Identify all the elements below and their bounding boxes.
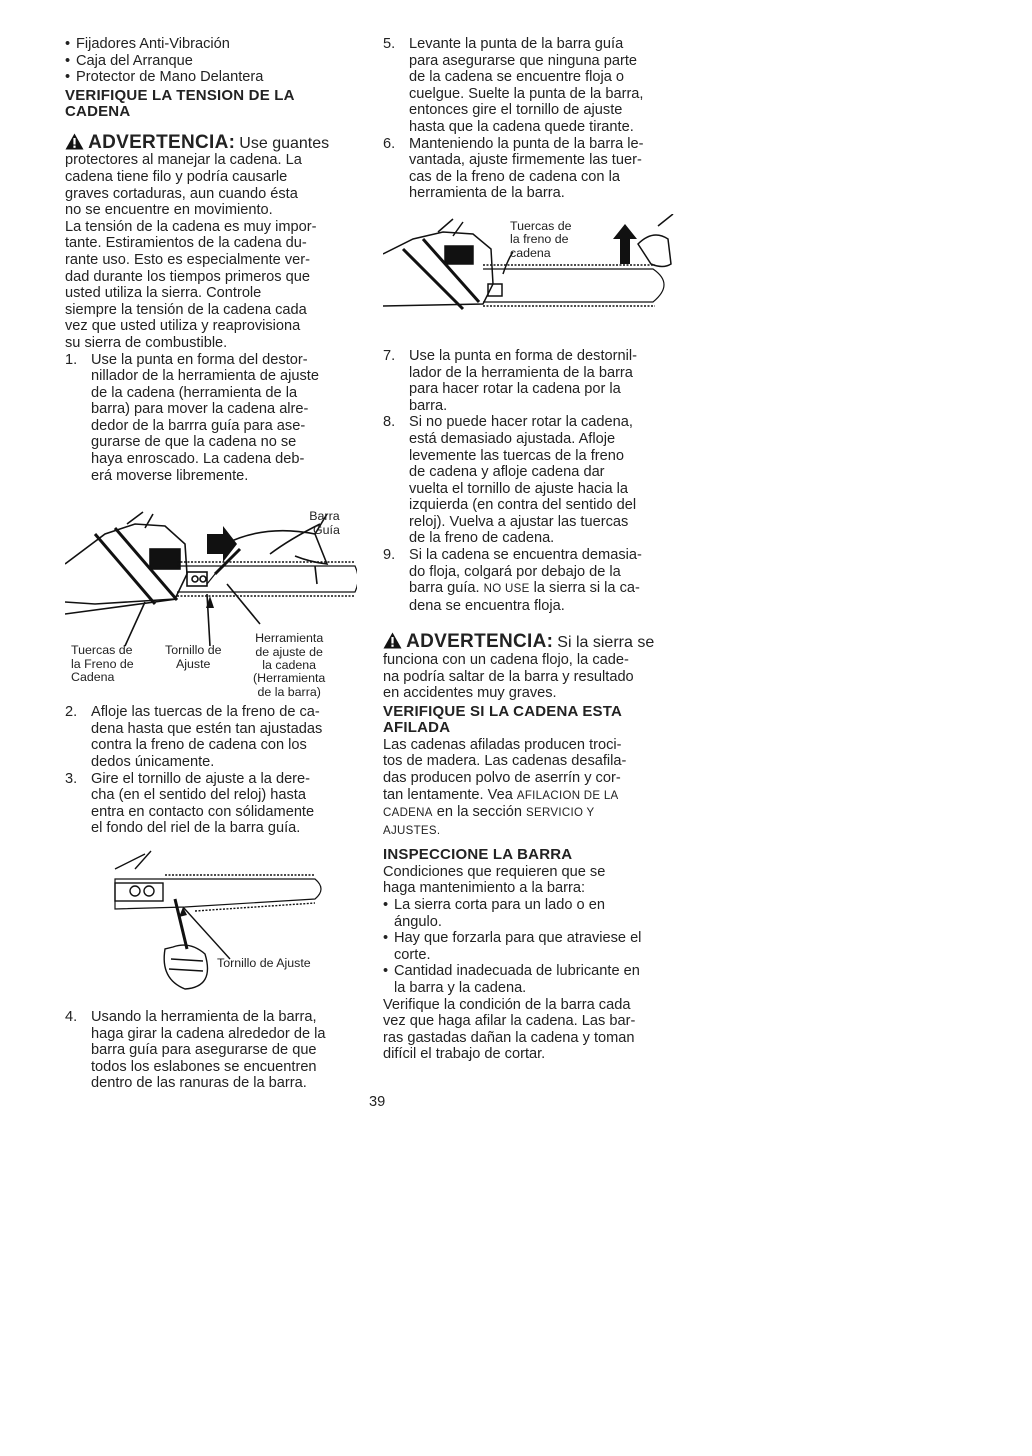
step-number: 9. <box>383 547 396 564</box>
label-line: (Herramienta <box>253 671 326 686</box>
text-line: Use la punta en forma de destornil- <box>409 347 637 364</box>
step-number: 2. <box>65 704 78 721</box>
warning-gloves <box>65 133 357 219</box>
text-line <box>383 787 675 805</box>
bar-paragraph <box>383 997 675 1063</box>
label-line: Tuercas de <box>510 218 572 233</box>
text-line: vantada, ajuste firmemente las tuer- <box>409 152 642 169</box>
label-line: de ajuste de <box>255 644 323 659</box>
text-line: erá moverse libremente. <box>91 467 249 484</box>
step-number: 3. <box>65 770 78 787</box>
text-line: entonces gire el tornillo de ajuste <box>409 102 623 119</box>
text-line: está demasiado ajustada. Afloje <box>409 430 616 447</box>
steps-list-right <box>383 36 675 202</box>
label-line: Guía <box>313 522 340 537</box>
text-line: ángulo. <box>394 913 442 930</box>
warning-text: Si la sierra se <box>557 634 655 652</box>
fig-label-tornillo-ajuste: Tornillo de Ajuste <box>217 956 311 970</box>
text-line: no se encuentre en movimiento. <box>65 202 273 219</box>
figure-brake-nuts <box>383 214 675 342</box>
steps-list-2 <box>65 704 357 837</box>
text-line: Las cadenas afiladas producen troci- <box>383 736 622 753</box>
heading-inspect-bar: INSPECCIONE LA BARRA <box>383 846 573 864</box>
text-line: cuelgue. Suelte la punta de la barra, <box>409 85 644 102</box>
fig-label-tuercas-freno <box>510 220 572 260</box>
text-line: cadena tiene filo y podría causarle <box>65 168 288 185</box>
step-number: 6. <box>383 135 396 152</box>
text-line: de la freno de cadena. <box>409 530 555 547</box>
warning-triangle-icon <box>65 133 84 150</box>
text-line: La tensión de la cadena es muy impor- <box>65 218 317 235</box>
tension-paragraph <box>65 219 357 352</box>
heading-chain-tension <box>65 88 357 121</box>
text-line: barra) para mover la cadena alre- <box>91 401 309 418</box>
text-line: dentro de las ranuras de la barra. <box>91 1075 307 1092</box>
text-line: levemente las tuercas de la freno <box>409 447 624 464</box>
caps-text: SERVICIO Y <box>526 807 595 820</box>
step-8 <box>383 414 675 547</box>
text-line: na podría saltar de la barra y resultado <box>383 668 634 685</box>
label-line: Cadena <box>71 670 115 685</box>
text-line: Condiciones que requieren que se <box>383 863 606 880</box>
step-4 <box>65 1009 357 1092</box>
steps-list-3 <box>65 1009 357 1092</box>
text-span: la sierra si la ca- <box>533 580 640 597</box>
text-line: la barra y la cadena. <box>394 980 527 997</box>
text-line: izquierda (en contra del sentido del <box>409 497 637 514</box>
list-item: • Caja del Arranque <box>65 53 357 70</box>
text-line: rante uso. Esto es especialmente ver- <box>65 251 310 268</box>
warning-loose-chain <box>383 632 675 701</box>
figure-chain-tension-tool <box>65 504 357 699</box>
step-number: 1. <box>65 351 78 368</box>
text-line: hasta que la cadena quede tirante. <box>409 118 634 135</box>
label-line: Ajuste <box>176 656 211 671</box>
text-line: usted utiliza la sierra. Controle <box>65 285 262 302</box>
text-line: haga mantenimiento a la barra: <box>383 880 586 897</box>
text-line: reloj). Vuelva a ajustar las tuercas <box>409 513 629 530</box>
text-line: cha (en el sentido del reloj) hasta <box>91 787 306 804</box>
bar-conditions-list <box>383 897 675 997</box>
text-line: todos los eslabones se encuentren <box>91 1058 317 1075</box>
right-column <box>383 36 675 1063</box>
text-line <box>383 804 675 822</box>
list-item <box>383 963 675 996</box>
step-number: 4. <box>65 1009 78 1025</box>
text-line: Gire el tornillo de ajuste a la dere- <box>91 770 311 787</box>
list-item: • Protector de Mano Delantera <box>65 69 357 86</box>
warning-label: ADVERTENCIA: <box>406 631 554 653</box>
label-line: de la barra) <box>257 684 321 699</box>
caps-text: AJUSTES. <box>383 824 441 837</box>
text-line: funciona con un cadena flojo, la cade- <box>383 652 629 669</box>
fig-label-barra <box>309 510 340 537</box>
text-line: nillador de la herramienta de ajuste <box>91 368 319 385</box>
fig-label-tuercas <box>71 644 134 684</box>
text-span: en la sección <box>436 804 522 821</box>
step-2 <box>65 704 357 770</box>
text-line <box>383 822 675 840</box>
label-line: Barra <box>309 509 340 524</box>
list-item <box>383 930 675 963</box>
step-number: 8. <box>383 414 396 431</box>
text-line: • Cantidad inadecuada de lubricante en <box>394 963 640 980</box>
text-line: haga girar la cadena alrededor de la <box>91 1025 326 1042</box>
list-item <box>383 897 675 930</box>
warning-triangle-icon <box>383 632 402 649</box>
fig-label-tornillo <box>165 644 221 671</box>
sharp-paragraph <box>383 737 675 840</box>
text-line <box>409 580 675 598</box>
caps-text: CADENA <box>383 807 433 820</box>
steps-list-right-2 <box>383 348 675 615</box>
text-line: • Hay que forzarla para que atraviese el <box>394 930 642 947</box>
bar-intro <box>383 864 675 897</box>
text-line: cas de la freno de cadena con la <box>409 168 620 185</box>
text-line: siempre la tensión de la cadena cada <box>65 301 307 318</box>
text-line: para hacer rotar la cadena por la <box>409 381 621 398</box>
text-line: el fondo del riel de la barra guía. <box>91 820 301 837</box>
step-9 <box>383 547 675 614</box>
warning-label: ADVERTENCIA: <box>88 131 236 153</box>
step-7 <box>383 348 675 414</box>
warning-text: Use guantes <box>239 134 330 152</box>
text-span: tan lentamente. Vea <box>383 786 513 803</box>
caps-text: AFILACION DE LA <box>516 789 619 802</box>
text-line: Manteniendo la punta de la barra le- <box>409 135 644 152</box>
text-line: herramienta de la barra. <box>409 185 565 202</box>
text-line: Use la punta en forma del destor- <box>91 351 308 368</box>
text-line: Afloje las tuercas de la freno de ca- <box>91 704 320 721</box>
text-line: dedor de la barrra guía para ase- <box>91 417 306 434</box>
text-line: difícil el trabajo de cortar. <box>383 1046 546 1063</box>
heading-line: VERIFIQUE LA TENSION DE LA <box>65 86 295 104</box>
label-line: Tuercas de <box>71 643 133 658</box>
text-line: de la cadena se encuentre floja o <box>409 69 625 86</box>
heading-line: VERIFIQUE SI LA CADENA ESTA <box>383 702 623 720</box>
feature-list <box>65 36 357 86</box>
steps-list <box>65 352 357 485</box>
warning-first-line <box>383 632 675 652</box>
text-line: Si la cadena se encuentra demasia- <box>409 547 642 564</box>
text-line: barra. <box>409 397 448 414</box>
step-3 <box>65 771 357 837</box>
warning-first-line <box>65 133 357 153</box>
text-line: corte. <box>394 946 431 963</box>
arrow-icon <box>613 224 637 264</box>
left-column <box>65 36 357 1092</box>
text-line: de cadena y afloje cadena dar <box>409 464 605 481</box>
step-6 <box>383 136 675 202</box>
text-line: su sierra de combustible. <box>65 334 228 351</box>
step-1 <box>65 352 357 485</box>
figure-adjust-screw <box>65 849 357 999</box>
label-line: cadena <box>510 245 551 260</box>
text-line: vez que haga afilar la cadena. Las bar- <box>383 1013 636 1030</box>
text-line: dena hasta que estén tan ajustadas <box>91 720 323 737</box>
text-line: • La sierra corta para un lado o en <box>394 897 605 914</box>
text-line: dena se encuentra floja. <box>409 597 565 614</box>
list-item: • Fijadores Anti-Vibración <box>65 36 357 53</box>
label-line: Tornillo de <box>165 643 222 658</box>
text-line: gurarse de que la cadena no se <box>91 434 297 451</box>
text-line: dad durante los tiempos primeros que <box>65 268 310 285</box>
label-line: la cadena <box>262 658 317 673</box>
bar-screw-illustration <box>65 849 357 999</box>
text-line: para asegurarse que ninguna parte <box>409 52 637 69</box>
heading-chain-sharp <box>383 704 675 737</box>
text-line: vez que usted utiliza y reaprovisiona <box>65 318 301 335</box>
text-line: contra la freno de cadena con los <box>91 737 307 754</box>
text-line: en accidentes muy graves. <box>383 685 557 702</box>
label-line: Herramienta <box>255 631 324 646</box>
text-line: de la cadena (herramienta de la <box>91 384 298 401</box>
text-line: Usando la herramienta de la barra, <box>91 1009 317 1025</box>
text-line: haya enroscado. La cadena deb- <box>91 451 305 468</box>
text-line: entra en contacto con sólidamente <box>91 803 315 820</box>
label-line: la freno de <box>510 232 569 247</box>
text-line: do floja, colgará por debajo de la <box>409 563 621 580</box>
heading-line: AFILADA <box>383 719 451 737</box>
step-5 <box>383 36 675 136</box>
text-line: tante. Estiramientos de la cadena du- <box>65 235 307 252</box>
fig-label-herramienta <box>253 632 325 699</box>
text-line: lador de la herramienta de la barra <box>409 364 633 381</box>
text-line: Si no puede hacer rotar la cadena, <box>409 414 633 431</box>
step-number: 7. <box>383 347 396 364</box>
page-number: 39 <box>369 1094 386 1110</box>
label-line: la Freno de <box>71 656 134 671</box>
text-line: barra guía para asegurarse de que <box>91 1042 317 1059</box>
text-line: ras gastadas dañan la cadena y toman <box>383 1029 635 1046</box>
text-line: Levante la punta de la barra guía <box>409 36 624 52</box>
text-line: Verifique la condición de la barra cada <box>383 996 631 1013</box>
step-number: 5. <box>383 36 396 52</box>
text-line: dedos únicamente. <box>91 754 215 771</box>
text-line: tos de madera. Las cadenas desafila- <box>383 753 627 770</box>
text-line: protectores al manejar la cadena. La <box>65 152 302 169</box>
text-line: vuelta el tornillo de ajuste hacia la <box>409 480 629 497</box>
heading-line: CADENA <box>65 103 131 121</box>
caps-text: NO USE <box>483 583 530 596</box>
text-line: das producen polvo de aserrín y cor- <box>383 770 621 786</box>
text-line: graves cortaduras, aun cuando ésta <box>65 185 298 202</box>
text-span: barra guía. <box>409 580 480 597</box>
